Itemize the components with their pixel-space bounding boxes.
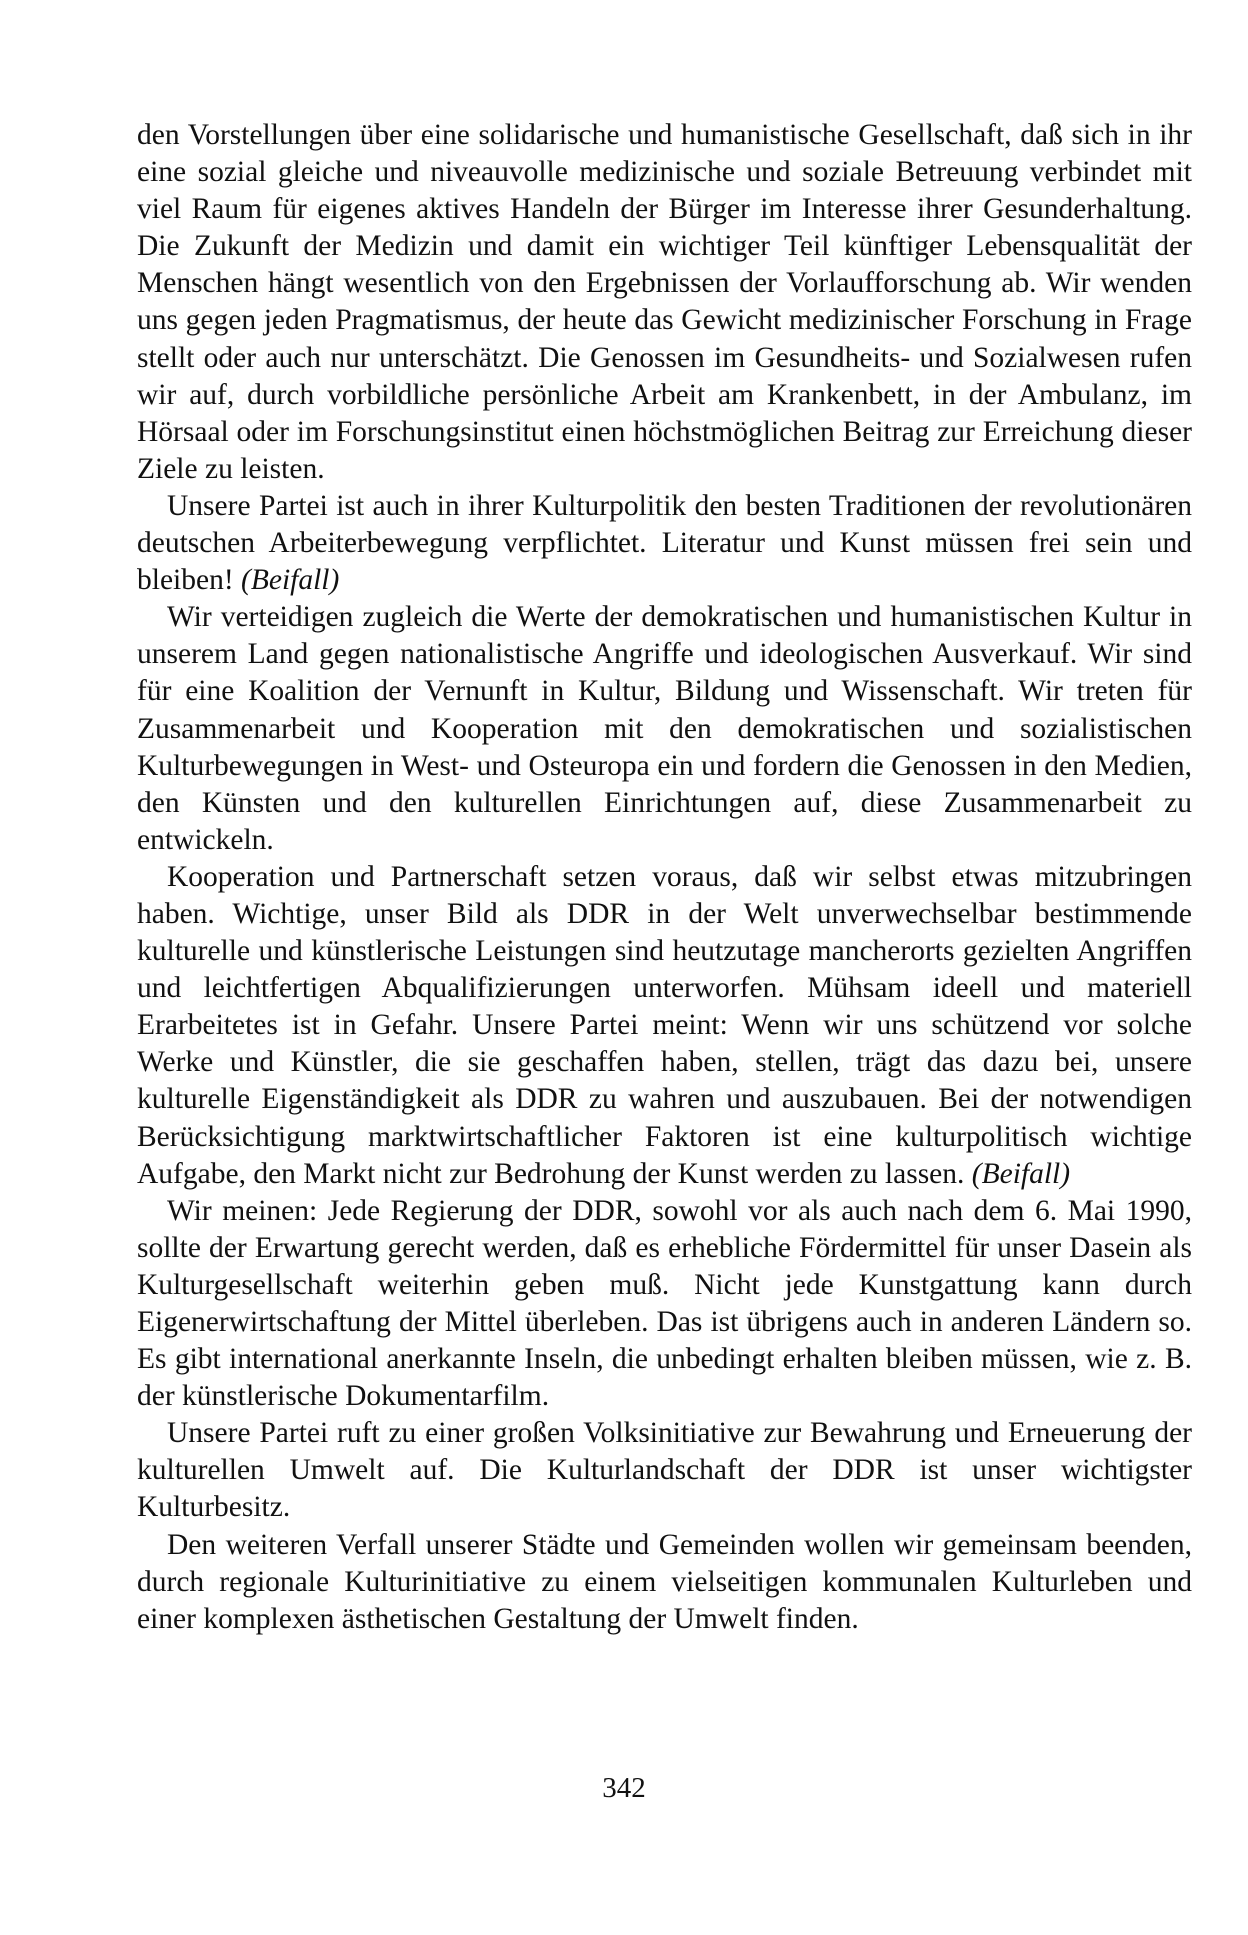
- paragraph-2-text: Unsere Partei ist auch in ihrer Kulturpolitik den besten Traditionen der revolutionären deutschen Arbeiterbewegung verpflichtet. Literatur und Kunst müssen frei sein und bleiben!: [137, 489, 1192, 597]
- body-text: [137, 117, 1192, 1638]
- applause-note: (Beifall): [241, 564, 340, 597]
- paragraph-3-text: Wir verteidigen zugleich die Werte der demokratischen und humanistischen Kultur in unserem Land gegen nationalistische Angriffe und ideologischen Ausverkauf. Wir sind für eine Koalition der Vernunft in Kultur, Bildung und Wissenschaft. Wir treten für Zusammenarbeit und Kooperation mit den demokratischen und sozialistischen Kulturbewegungen in West- und Osteuropa ein und fordern die Genossen in den Medien, den Künsten und den kulturellen Einrichtungen auf, diese Zusammenarbeit zu entwickeln.: [137, 601, 1192, 856]
- paragraph-7-text: Den weiteren Verfall unserer Städte und Gemeinden wollen wir gemeinsam beenden, durch regionale Kulturinitiative zu einem vielseitigen kommunalen Kulturleben und einer komplexen ästhetischen Gestaltung der Umwelt finden.: [137, 1528, 1192, 1635]
- paragraph-6: [137, 1415, 1192, 1526]
- paragraph-6-text: Unsere Partei ruft zu einer großen Volksinitiative zur Bewahrung und Erneuerung der kulturellen Umwelt auf. Die Kulturlandschaft der DDR ist unser wichtigster Kulturbesitz.: [137, 1417, 1192, 1524]
- applause-note: (Beifall): [971, 1157, 1071, 1190]
- paragraph-5: [137, 1193, 1192, 1416]
- paragraph-4: [137, 859, 1192, 1193]
- paragraph-2: [137, 488, 1192, 599]
- paragraph-3: [137, 599, 1192, 859]
- paragraph-7: [137, 1527, 1192, 1638]
- paragraph-5-text: Wir meinen: Jede Regierung der DDR, sowohl vor als auch nach dem 6. Mai 1990, sollte der Erwartung gerecht werden, daß es erhebliche Fördermittel für unser Dasein als Kulturgesellschaft weiterhin geben muß. Nicht jede Kunstgattung kann durch Eigenerwirtschaftung der Mittel überleben. Das ist übrigens auch in anderen Ländern so. Es gibt international anerkannte Inseln, die unbedingt erhalten bleiben müssen, wie z. B. der künstlerische Dokumentarfilm.: [137, 1194, 1192, 1413]
- paragraph-1-text: den Vorstellungen über eine solidarische und humanistische Gesellschaft, daß sich in ihr eine sozial gleiche und niveauvolle medizinische und soziale Betreuung verbindet mit viel Raum für eigenes aktives Handeln der Bürger im Interesse ihrer Gesunderhaltung. Die Zukunft der Medizin und damit ein wichtiger Teil künftiger Lebensqualität der Menschen hängt wesentlich von den Ergebnissen der Vorlaufforschung ab. Wir wenden uns gegen jeden Pragmatismus, der heute das Gewicht medizinischer Forschung in Frage stellt oder auch nur unterschätzt. Die Genossen im Gesundheits- und Sozialwesen rufen wir auf, durch vorbildliche persönliche Arbeit am Krankenbett, in der Ambulanz, im Hörsaal oder im Forschungsinstitut einen höchstmöglichen Beitrag zur Erreichung dieser Ziele zu leisten.: [137, 119, 1192, 485]
- paragraph-4-text: Kooperation und Partnerschaft setzen voraus, daß wir selbst etwas mitzubringen haben. Wichtige, unser Bild als DDR in der Welt unverwechselbar bestimmende kulturelle und künstlerische Leistungen sind heutzutage mancherorts gezielten Angriffen und leichtfertigen Abqualifizierungen unterworfen. Mühsam ideell und materiell Erarbeitetes ist in Gefahr. Unsere Partei meint: Wenn wir uns schützend vor solche Werke und Künstler, die sie geschaffen haben, stellen, trägt das dazu bei, unsere kulturelle Eigenständigkeit als DDR zu wahren und auszubauen. Bei der notwendigen Berücksichtigung marktwirtschaftlicher Faktoren ist eine kulturpolitisch wichtige Aufgabe, den Markt nicht zur Bedrohung der Kunst werden zu lassen.: [137, 860, 1192, 1190]
- page-number: 342: [602, 1772, 646, 1804]
- paragraph-1: [137, 117, 1192, 488]
